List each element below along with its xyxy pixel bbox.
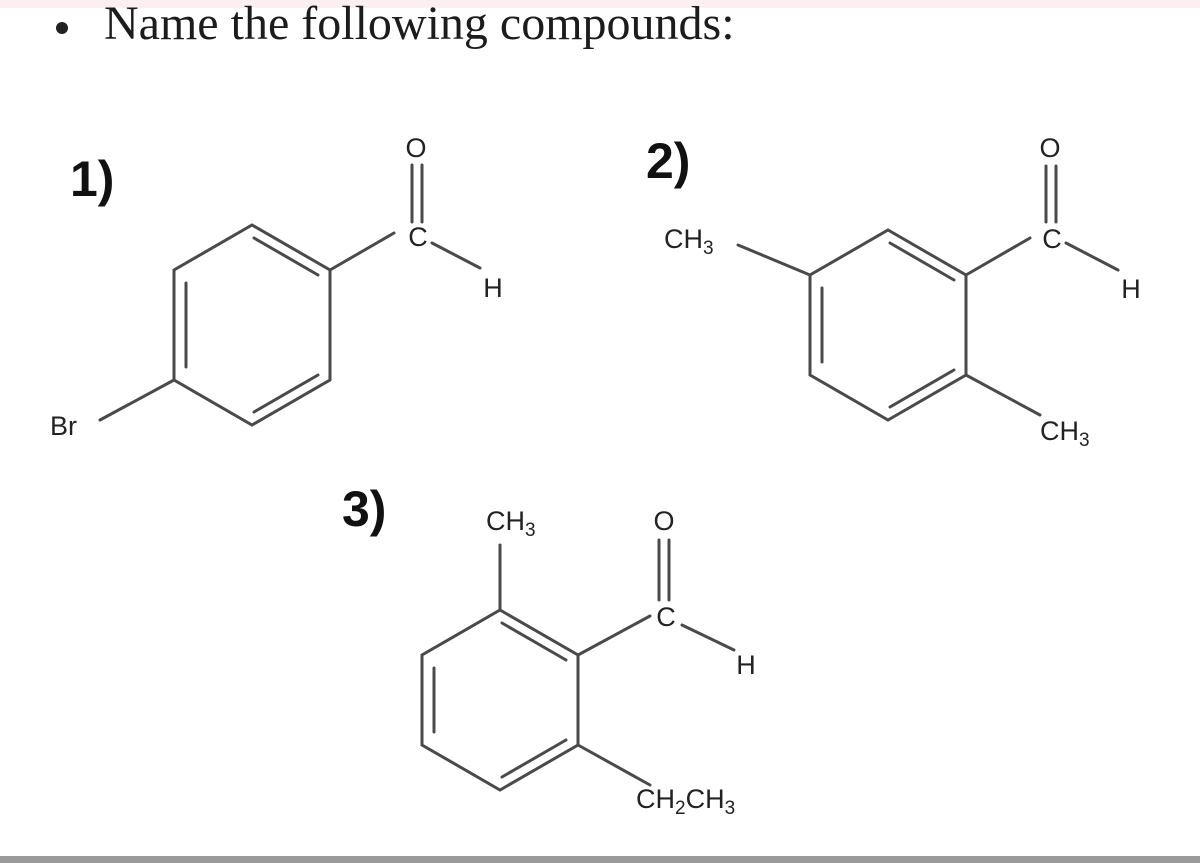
- compound-1-aldehyde-h-bond: [432, 243, 480, 268]
- bottom-border: [0, 856, 1200, 863]
- compound-1-hydrogen-label: H: [483, 273, 503, 303]
- compound-2-carbon-label: C: [1042, 224, 1062, 254]
- compound-2-methyl-bottom-label: $CH_3$: [1040, 416, 1090, 451]
- compound-2-number: 2): [646, 133, 691, 189]
- compound-3-number: 3): [342, 481, 387, 537]
- compound-3-oxygen-label: O: [653, 506, 675, 536]
- compound-2-aldehyde-h-bond: [1066, 243, 1118, 270]
- compound-3-aldehyde-h-bond: [682, 625, 734, 650]
- compound-1-bromo-bond: [100, 380, 174, 420]
- compound-3-hydrogen-label: H: [736, 650, 756, 680]
- compound-3-structure: [422, 506, 756, 819]
- compound-1-number: 1): [70, 151, 115, 207]
- compound-1-bromine-label: Br: [50, 411, 77, 441]
- compound-1-carbonyl-bond: [330, 233, 394, 270]
- compound-1-oxygen-label: O: [405, 133, 427, 163]
- compound-1-carbon-label: C: [408, 222, 428, 252]
- compound-3-methyl-label: $CH_3$: [486, 506, 536, 541]
- compound-3-ethyl-bond: [578, 745, 650, 785]
- compound-2-oxygen-label: O: [1039, 133, 1061, 163]
- compound-2-ring: [810, 230, 966, 420]
- compound-2-structure: [664, 133, 1141, 451]
- compound-2-methyl-top-bond: [738, 245, 810, 275]
- compound-2-methyl-top-label: $CH_3$: [664, 224, 714, 259]
- compound-1-structure: [50, 133, 503, 441]
- compound-2-hydrogen-label: H: [1121, 274, 1141, 304]
- compound-3-ring: [422, 610, 578, 790]
- compound-3-ethyl-label: $CH_2CH_3$: [636, 784, 736, 819]
- compound-2-methyl-bottom-bond: [966, 375, 1040, 415]
- compound-2-carbonyl-bond: [966, 238, 1030, 275]
- question-heading: Name the following compounds:: [104, 0, 735, 50]
- compound-3-carbonyl-bond: [578, 616, 650, 655]
- compound-1-ring: [174, 225, 330, 425]
- compound-3-carbon-label: C: [656, 602, 676, 632]
